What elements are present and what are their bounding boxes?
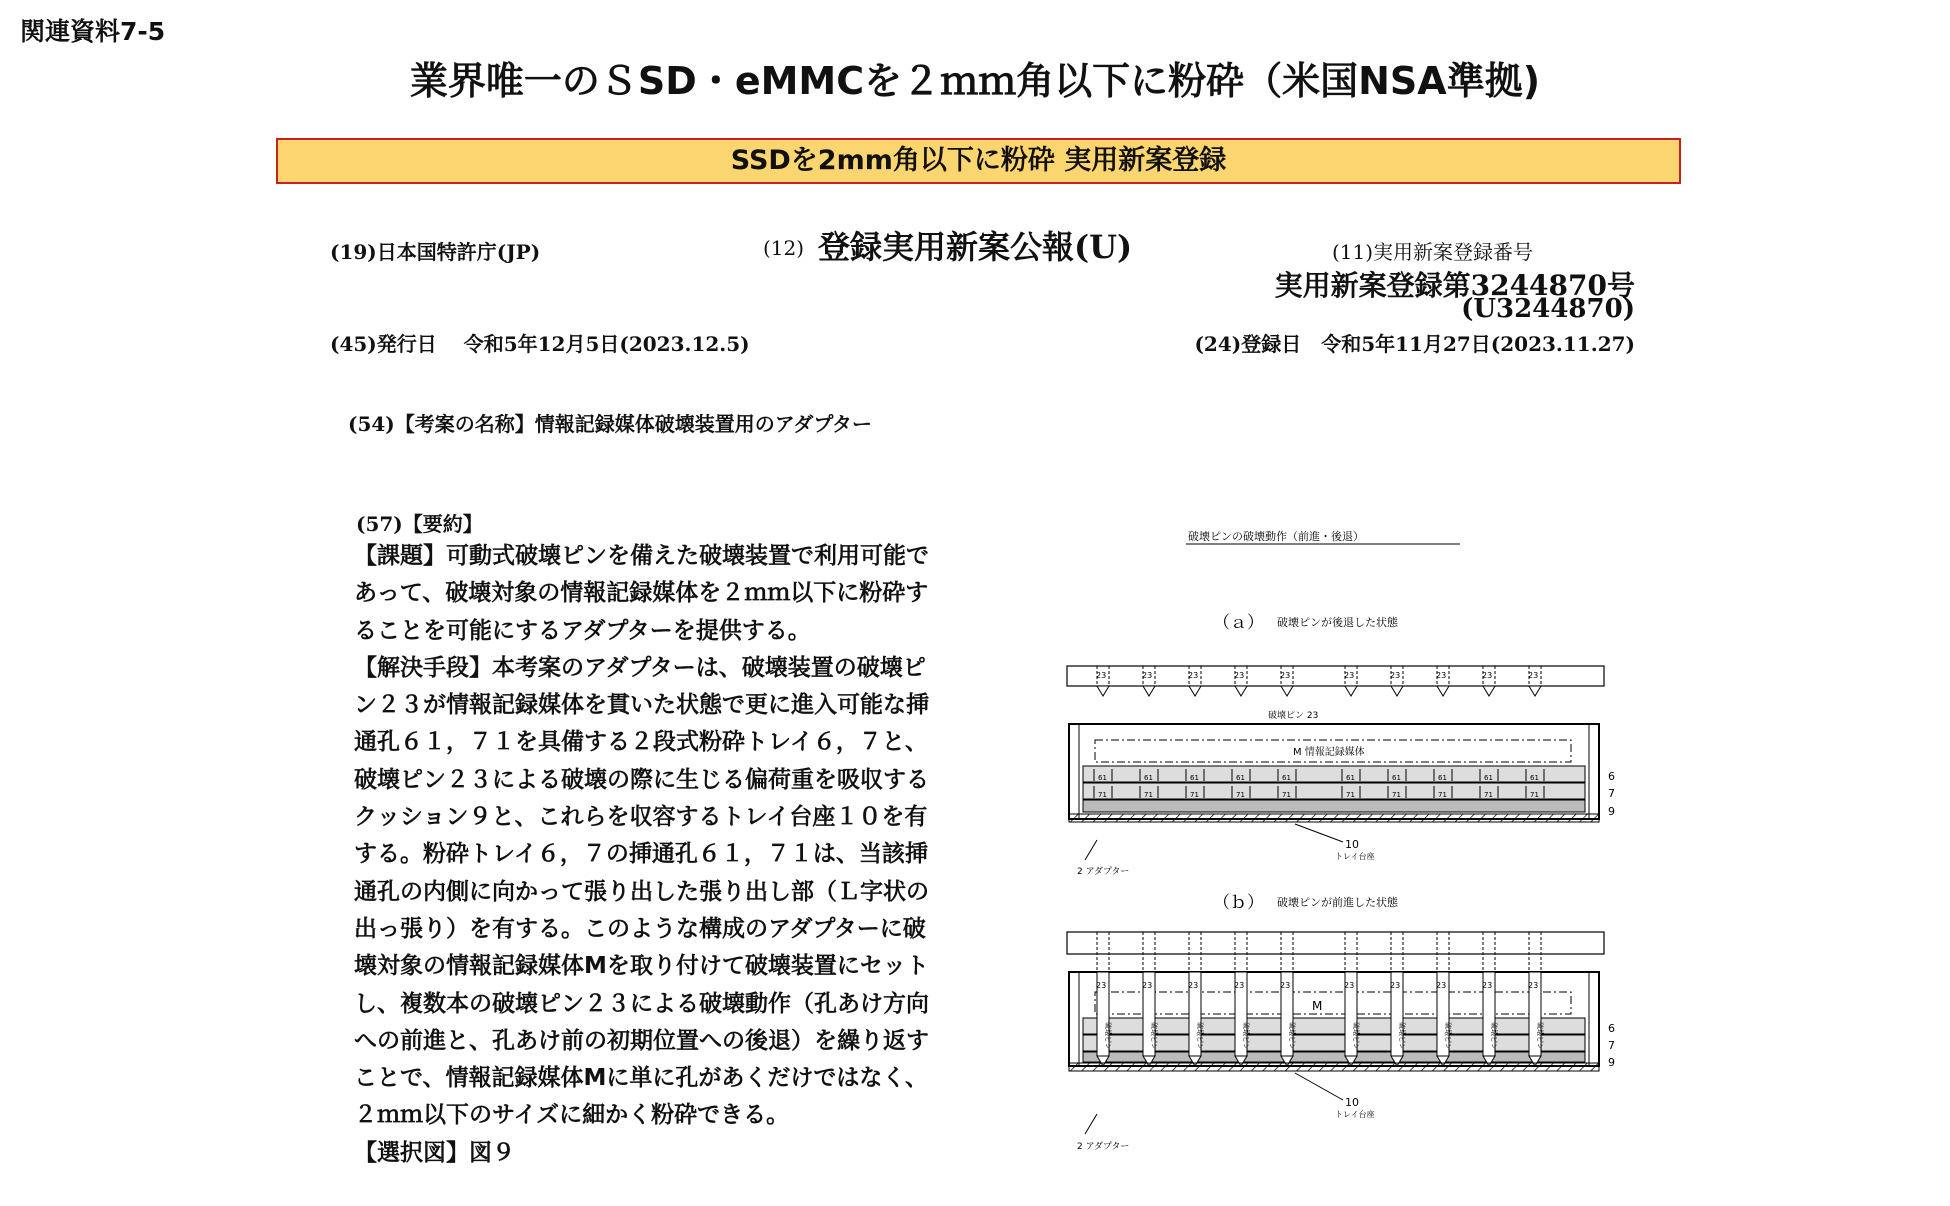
cushion-a xyxy=(1083,800,1585,812)
pin-vertical-label: 破壊ピン xyxy=(1150,1022,1158,1050)
pin-number: 23 xyxy=(1096,981,1107,990)
pin-number: 23 xyxy=(1096,671,1107,680)
abstract-line: 【選択図】図９ xyxy=(354,1139,515,1166)
pin-tip xyxy=(1097,686,1109,696)
hole-number: 61 xyxy=(1530,774,1539,782)
pin-tip xyxy=(1529,686,1541,696)
label-10-a: 10 xyxy=(1345,838,1359,851)
publication-date: (45)発行日 令和5年12月5日(2023.12.5) xyxy=(330,332,750,356)
fig-b-text: 破壊ピンが前進した状態 xyxy=(1277,896,1398,909)
pin-vertical-label: 破壊ピン xyxy=(1242,1022,1250,1050)
abstract-line: ることを可能にするアダプターを提供する。 xyxy=(354,617,811,644)
hole-number: 61 xyxy=(1282,774,1291,782)
label-9-b: 9 xyxy=(1608,1056,1615,1069)
hole-number: 61 xyxy=(1190,774,1199,782)
media-b xyxy=(1095,992,1571,1014)
patent-figure xyxy=(1055,520,1615,1160)
media-label: M 情報記録媒体 xyxy=(1293,747,1365,758)
hole-number: 71 xyxy=(1282,791,1291,799)
pin-number: 23 xyxy=(1528,671,1539,680)
abstract-line: 【課題】可動式破壊ピンを備えた破壊装置で利用可能で xyxy=(354,543,929,569)
reference-label: 関連資料7-5 xyxy=(20,17,166,46)
base-hatch-b xyxy=(1069,1063,1599,1071)
registration-number-label: (11)実用新案登録番号 xyxy=(1332,240,1534,264)
label-9-a: 9 xyxy=(1608,805,1615,818)
pin-number: 23 xyxy=(1280,981,1291,990)
hole-number: 71 xyxy=(1438,791,1447,799)
pin-number: 23 xyxy=(1482,981,1493,990)
hole-number: 61 xyxy=(1392,774,1401,782)
pin-number: 23 xyxy=(1188,671,1199,680)
label-6-a: 6 xyxy=(1608,770,1615,783)
hole-number: 71 xyxy=(1236,791,1245,799)
hole-number: 61 xyxy=(1144,774,1153,782)
pin-tip xyxy=(1391,686,1403,696)
pin-number: 23 xyxy=(1234,671,1245,680)
pin-number: 23 xyxy=(1142,981,1153,990)
label-10-b: 10 xyxy=(1345,1096,1359,1109)
pin-tip xyxy=(1143,686,1155,696)
pin-vertical-label: 破壊ピン xyxy=(1104,1022,1112,1050)
invention-title: (54)【考案の名称】情報記録媒体破壊装置用のアダプター xyxy=(348,412,872,436)
pin-number: 23 xyxy=(1482,671,1493,680)
registration-date: (24)登録日 令和5年11月27日(2023.11.27) xyxy=(1194,332,1635,356)
pin-tip xyxy=(1281,686,1293,696)
pin-number: 23 xyxy=(1142,671,1153,680)
abstract-line: クッション９と、これらを収容するトレイ台座１０を有 xyxy=(354,804,928,831)
leader-2-a xyxy=(1085,840,1097,860)
pin-number: 23 xyxy=(1390,671,1401,680)
fig-a-text: 破壊ピンが後退した状態 xyxy=(1277,616,1398,629)
adapter-label-b: 2 アダプター xyxy=(1077,1142,1130,1152)
abstract-line: し、複数本の破壊ピン２３による破壊動作（孔あけ方向 xyxy=(354,990,929,1017)
tray-base-b: トレイ台座 xyxy=(1335,1110,1375,1119)
hole-number: 71 xyxy=(1098,791,1107,799)
patent-office: (19)日本国特許庁(JP) xyxy=(330,240,541,264)
leader-10-a xyxy=(1295,824,1343,842)
abstract-line: ン２３が情報記録媒体を貫いた状態で更に進入可能な挿 xyxy=(354,692,929,719)
label-7-b: 7 xyxy=(1608,1039,1615,1052)
hole-number: 61 xyxy=(1236,774,1245,782)
hole-number: 71 xyxy=(1484,791,1493,799)
hole-number: 71 xyxy=(1392,791,1401,799)
pin-number: 23 xyxy=(1344,671,1355,680)
pin-tip xyxy=(1345,686,1357,696)
hole-number: 61 xyxy=(1098,774,1107,782)
publication-type-number: (12) xyxy=(763,236,805,260)
abstract-line: する。粉砕トレイ６，７の挿通孔６１，７１は、当該挿 xyxy=(354,841,928,868)
fig-b-label: （ｂ） xyxy=(1213,893,1264,913)
leader-10-b xyxy=(1295,1073,1343,1100)
abstract-line: ことで、情報記録媒体Mに単に孔があくだけではなく、 xyxy=(354,1065,928,1092)
hole-number: 61 xyxy=(1484,774,1493,782)
abstract-line: 壊対象の情報記録媒体Mを取り付けて破壊装置にセット xyxy=(354,953,929,980)
media-short-label: M xyxy=(1312,999,1323,1013)
abstract-text xyxy=(354,538,1014,1172)
abstract-line: 出っ張り）を有する。このような構成のアダプターに破 xyxy=(354,915,926,942)
label-6-b: 6 xyxy=(1608,1022,1615,1035)
pin-vertical-label: 破壊ピン xyxy=(1196,1022,1204,1050)
abstract-line: 破壊ピン２３による破壊の際に生じる偏荷重を吸収する xyxy=(354,766,929,793)
page-title: 業界唯一のＳSD・eMMCを２ｍｍ角以下に粉砕（米国NSA準拠) xyxy=(409,59,1541,103)
hole-number: 71 xyxy=(1530,791,1539,799)
pin-vertical-label: 破壊ピン xyxy=(1398,1022,1406,1050)
pin-tip xyxy=(1235,686,1247,696)
registration-code: (U3244870) xyxy=(1461,294,1635,324)
hole-number: 71 xyxy=(1144,791,1153,799)
hole-number: 71 xyxy=(1346,791,1355,799)
leader-2-b xyxy=(1085,1114,1097,1134)
pin-tip xyxy=(1189,686,1201,696)
abstract-line: あって、破壊対象の情報記録媒体を２ｍｍ以下に粉砕す xyxy=(354,580,929,607)
abstract-line: ２ｍｍ以下のサイズに細かく粉砕できる。 xyxy=(354,1102,790,1129)
abstract-heading: (57)【要約】 xyxy=(356,512,483,536)
base-hatch-a xyxy=(1069,814,1599,822)
pin-vertical-label: 破壊ピン xyxy=(1490,1022,1498,1050)
cushion-b xyxy=(1083,1052,1585,1062)
title-banner: SSDを2mm角以下に粉砕 実用新案登録 xyxy=(276,138,1681,184)
abstract-line: 通孔の内側に向かって張り出した張り出し部（Ｌ字状の xyxy=(354,878,929,905)
pin-number: 23 xyxy=(1234,981,1245,990)
fig-a-label: （ａ） xyxy=(1213,613,1264,633)
abstract-line: 【解決手段】本考案のアダプターは、破壊装置の破壊ピ xyxy=(354,654,926,681)
registration-number: 実用新案登録第3244870号 xyxy=(1274,269,1635,302)
pin-number: 23 xyxy=(1188,981,1199,990)
pin-vertical-label: 破壊ピン xyxy=(1536,1022,1544,1050)
pin-tip xyxy=(1437,686,1449,696)
label-7-a: 7 xyxy=(1608,787,1615,800)
pin-number: 23 xyxy=(1390,981,1401,990)
pin-plate-b xyxy=(1067,932,1604,954)
pin-vertical-label: 破壊ピン xyxy=(1444,1022,1452,1050)
pin-number: 23 xyxy=(1280,671,1291,680)
tray-base-a: トレイ台座 xyxy=(1335,852,1375,861)
pin-number: 23 xyxy=(1436,981,1447,990)
hole-number: 71 xyxy=(1190,791,1199,799)
hole-number: 61 xyxy=(1438,774,1447,782)
pin-vertical-label: 破壊ピン xyxy=(1352,1022,1360,1050)
pin-number: 23 xyxy=(1344,981,1355,990)
abstract-line: 通孔６１，７１を具備する２段式粉砕トレイ６，７と、 xyxy=(354,729,928,756)
abstract-line: への前進と、孔あけ前の初期位置への後退）を繰り返す xyxy=(354,1027,929,1054)
pin-number: 23 xyxy=(1436,671,1447,680)
publication-type: 登録実用新案公報(U) xyxy=(818,228,1133,266)
pin-tip xyxy=(1483,686,1495,696)
adapter-label-a: 2 アダプター xyxy=(1077,867,1130,877)
hole-number: 61 xyxy=(1346,774,1355,782)
figure-caption: 破壊ピンの破壊動作（前進・後退） xyxy=(1188,530,1364,543)
pin-label: 破壊ピン 23 xyxy=(1268,711,1319,721)
pin-number: 23 xyxy=(1528,981,1539,990)
pin-vertical-label: 破壊ピン xyxy=(1288,1022,1296,1050)
